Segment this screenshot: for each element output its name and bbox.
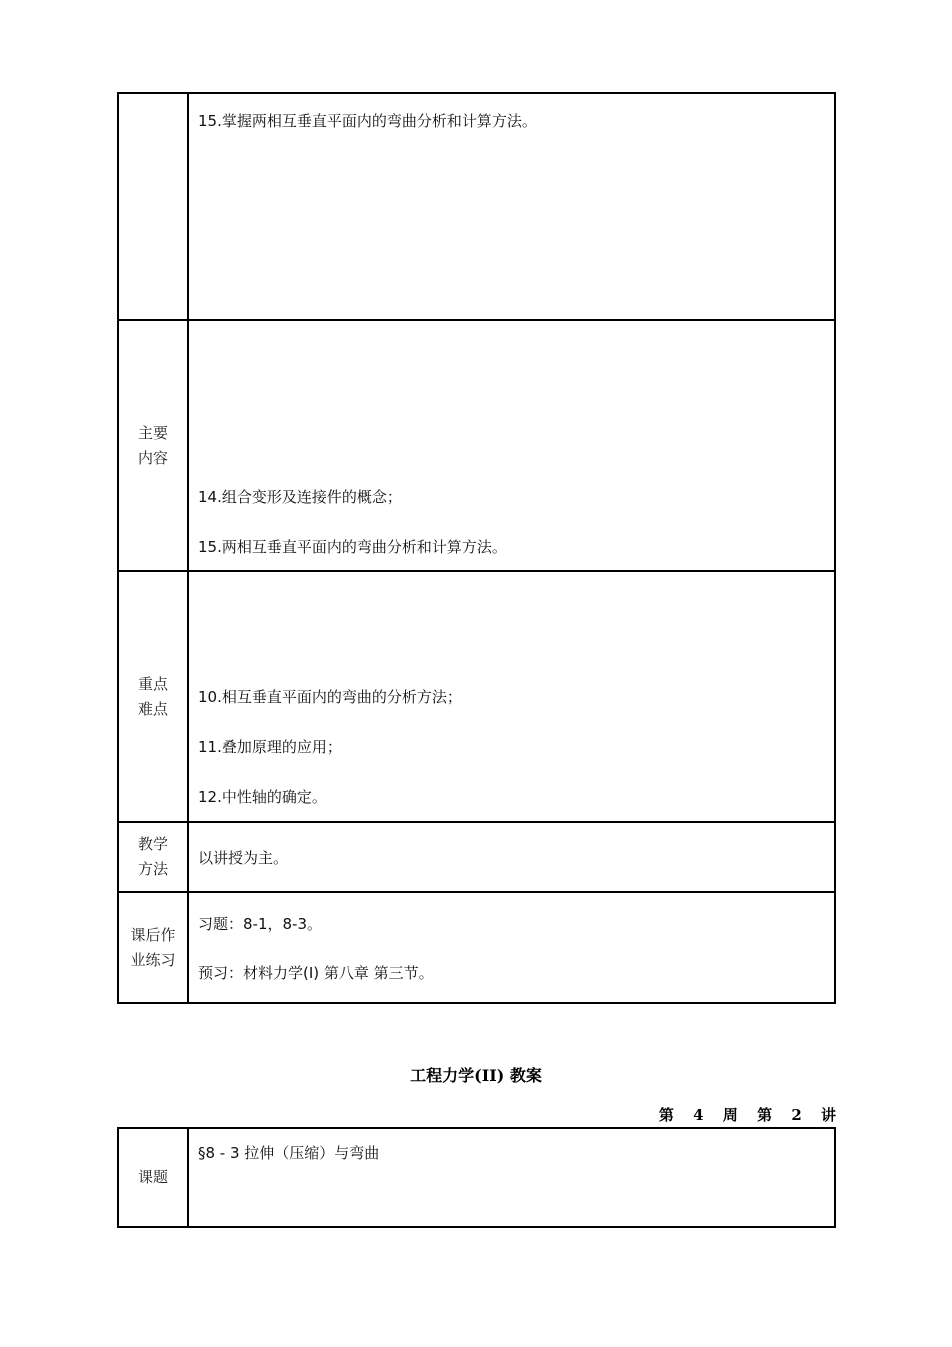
objectives-cell (188, 93, 835, 320)
topic-cell (188, 1128, 835, 1227)
key-points-label: 重点 难点 (118, 571, 188, 822)
key-point-item: 10.相互垂直平面内的弯曲的分析方法； (198, 688, 462, 706)
lecture-number: 2 (791, 1106, 802, 1124)
week-line-char: 第 (658, 1106, 674, 1124)
lesson-plan-table (117, 92, 836, 1004)
main-content-cell (188, 320, 835, 571)
objectives-row (118, 93, 835, 320)
topic-label: 课题 (118, 1128, 188, 1227)
main-content-item: 14.组合变形及连接件的概念； (198, 488, 402, 506)
main-content-label: 主要 内容 (118, 320, 188, 571)
homework-label: 课后作 业练习 (118, 892, 188, 1003)
document-title: 工程力学(II) 教案 (410, 1066, 542, 1085)
week-number: 4 (693, 1106, 704, 1124)
homework-exercise: 习题：8-1，8-3。 (198, 915, 322, 933)
homework-preview: 预习：材料力学(I) 第八章 第三节。 (198, 964, 434, 982)
objectives-label (118, 93, 188, 320)
objective-item: 15.掌握两相互垂直平面内的弯曲分析和计算方法。 (198, 112, 537, 130)
key-point-item: 11.叠加原理的应用； (198, 738, 342, 756)
key-point-item: 12.中性轴的确定。 (198, 788, 327, 806)
key-points-cell (188, 571, 835, 822)
topic-row (118, 1128, 835, 1227)
topic-text: §8 - 3 拉伸（压缩）与弯曲 (198, 1144, 380, 1162)
teaching-method-row (118, 822, 835, 892)
week-lecture-line (659, 1104, 836, 1125)
main-content-row (118, 320, 835, 571)
week-line-char: 第 (757, 1106, 773, 1124)
homework-row (118, 892, 835, 1003)
teaching-method-cell (188, 822, 835, 892)
homework-cell (188, 892, 835, 1003)
main-content-item: 15.两相互垂直平面内的弯曲分析和计算方法。 (198, 538, 507, 556)
teaching-method-text: 以讲授为主。 (198, 849, 289, 867)
week-line-char: 周 (722, 1106, 738, 1124)
teaching-method-label: 教学 方法 (118, 822, 188, 892)
key-points-row (118, 571, 835, 822)
next-lesson-table (117, 1127, 836, 1228)
week-line-char: 讲 (820, 1106, 836, 1124)
